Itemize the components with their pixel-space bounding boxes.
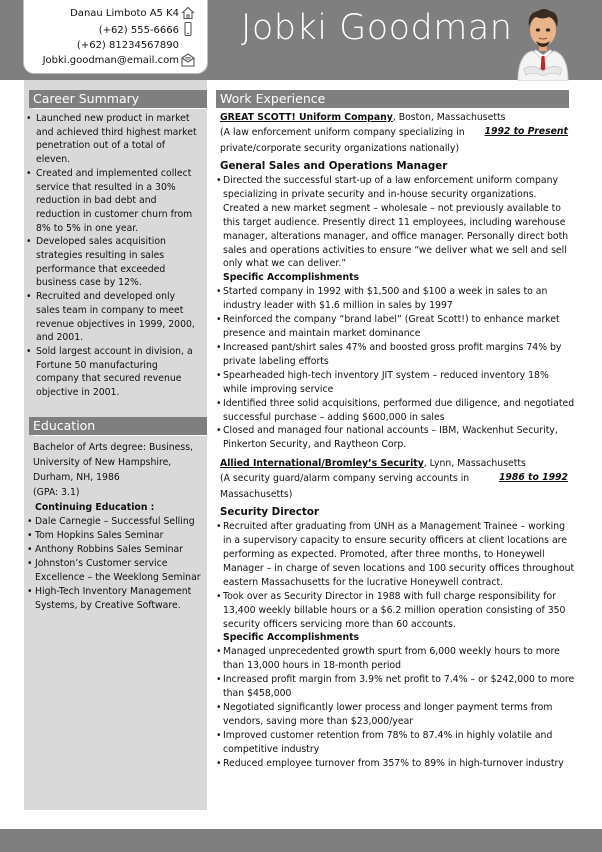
- degree-line: Bachelor of Arts degree: Business,: [33, 442, 194, 453]
- degree-line: (GPA: 3.1): [33, 487, 80, 498]
- employer-name: Allied International/Bromley’s Security: [220, 458, 424, 470]
- avatar-illustration: [512, 5, 574, 81]
- contact-email: Jobki.goodman@email.com: [42, 55, 179, 66]
- work-experience-section: [216, 111, 576, 771]
- job-header: [216, 457, 576, 484]
- career-item: • Recruited and developed only sales team in company to meet revenue objectives in 1999, 2000, and 2001.: [26, 290, 198, 345]
- accomplishment-item: • Increased profit margin from 3.9% net profit to 7.4% – or $242,000 to more than $458,000: [216, 673, 576, 701]
- employer-name: GREAT SCOTT! Uniform Company: [220, 112, 393, 123]
- accomplishment-item: • Reinforced the company “brand label” (Great Scott!) to enhance market presence and maintain market dominance: [216, 313, 576, 341]
- career-summary-list: [26, 112, 198, 400]
- accomplishments-list: [216, 285, 576, 452]
- email-icon: [181, 53, 195, 67]
- accomplishment-item: • Managed unprecedented growth spurt from 6,000 weekly hours to more than 13,000 hours in 18-month period: [216, 645, 576, 673]
- accomplishment-item: • Identified three solid acquisitions, performed due diligence, and negotiated successful purchase – adding $600,000 in sales: [216, 397, 576, 425]
- job-header: [216, 111, 576, 137]
- accomplishment-item: • Started company in 1992 with $1,500 and $100 a week in sales to an industry leader with $1.6 million in sales by 1997: [216, 285, 576, 313]
- duty-item: • Took over as Security Director in 1988 with full charge responsibility for 13,400 weekly billable hours or a $6.2 million operation consisting of 350 security officers servicing more than 60 accounts.: [216, 590, 576, 632]
- continuing-item: • Tom Hopkins Sales Seminar: [27, 529, 201, 543]
- continuing-education-list: [33, 515, 201, 613]
- career-item: • Launched new product in market and achieved third highest market penetration out of a total of eleven.: [26, 112, 198, 167]
- mobile-phone-icon: [181, 22, 195, 36]
- employer-location: , Boston, Massachusetts: [392, 112, 506, 123]
- career-item: • Developed sales acquisition strategies resulting in sales performance that exceeded business case by 12%.: [26, 235, 198, 290]
- accomplishment-item: • Improved customer retention from 78% to 87.4% in highly volatile and competitive industry: [216, 729, 576, 757]
- continuing-item: • Johnston’s Customer service Excellence – the Weeklong Seminar: [27, 557, 201, 585]
- contact-phone-1: (+62) 555-6666: [98, 25, 179, 36]
- employer-location: , Lynn, Massachusetts: [423, 458, 526, 470]
- continuing-item: • High-Tech Inventory Management Systems, by Creative Software.: [27, 585, 201, 613]
- contact-box: [24, 0, 207, 73]
- career-item: • Sold largest account in division, a Fortune 50 manufacturing company that secured revenue objective in 2001.: [26, 345, 198, 400]
- contact-phone-2: (+62) 81234567890: [76, 40, 179, 51]
- education-block: [33, 440, 201, 613]
- footer-bar: [0, 829, 602, 852]
- company-description: (A security guard/alarm company serving accounts in Massachusetts): [220, 473, 470, 500]
- job-duties: [216, 520, 576, 631]
- continuing-education-title: Continuing Education :: [35, 502, 155, 513]
- work-experience-heading: Work Experience: [216, 90, 569, 108]
- accomplishments-title: Specific Accomplishments: [223, 632, 360, 644]
- accomplishment-item: • Spearheaded high-tech inventory JIT system – reduced inventory 18% while improving service: [216, 369, 576, 397]
- job-duties: [216, 174, 576, 271]
- company-description: (A law enforcement uniform company specializing in private/corporate security organizations nationally): [220, 127, 465, 154]
- accomplishments-title: Specific Accomplishments: [223, 272, 360, 284]
- job-dates: 1992 to Present: [484, 126, 568, 137]
- education-heading: Education: [29, 417, 207, 435]
- duty-item: • Directed the successful start-up of a law enforcement uniform company specializing in private security and in-house security organizations. Created a new market segment – wholesale – not previously available to this target audience. Presently direct 11 employees, including warehouse manager, alterations manager, and office manager. Personally direct both sales and operations activities to ensure “we deliver what we sell and sell only what we can deliver.”: [216, 174, 576, 271]
- duty-item: • Recruited after graduating from UNH as a Management Trainee – working in a supervisory capacity to ensure security officers at client locations are performing as expected. Promoted, after three months, to Honeywell Manager – in charge of seven locations and 100 security offices throughout eastern Massachusetts for the lucrative Honeywell contract.: [216, 520, 576, 590]
- candidate-name: Jobki Goodman: [241, 8, 513, 48]
- contact-address: Danau Limboto A5 K4: [70, 8, 179, 19]
- accomplishment-item: • Reduced employee turnover from 357% to 89% in high-turnover industry: [216, 757, 576, 771]
- accomplishment-item: • Negotiated significantly lower process and longer payment terms from vendors, saving more than $23,000/year: [216, 701, 576, 729]
- accomplishments-list: [216, 645, 576, 770]
- career-summary-heading: Career Summary: [29, 90, 207, 108]
- degree-line: University of New Hampshire,: [33, 457, 172, 468]
- continuing-item: • Anthony Robbins Sales Seminar: [27, 543, 201, 557]
- home-icon: [181, 6, 195, 20]
- job-title: Security Director: [220, 506, 319, 519]
- degree-line: Durham, NH, 1986: [33, 472, 120, 483]
- accomplishment-item: • Closed and managed four national accounts – IBM, Wackenhut Security, Pinkerton Security, and Raytheon Corp.: [216, 424, 576, 452]
- job-title: General Sales and Operations Manager: [220, 160, 448, 172]
- career-item: • Created and implemented collect service that resulted in a 30% reduction in bad debt and reduction in customer churn from 8% to 5% in one year.: [26, 167, 198, 236]
- accomplishment-item: • Increased pant/shirt sales 47% and boosted gross profit margins 74% by private labeling efforts: [216, 341, 576, 369]
- job-dates: 1986 to 1992: [498, 472, 568, 484]
- continuing-item: • Dale Carnegie – Successful Selling: [27, 515, 201, 529]
